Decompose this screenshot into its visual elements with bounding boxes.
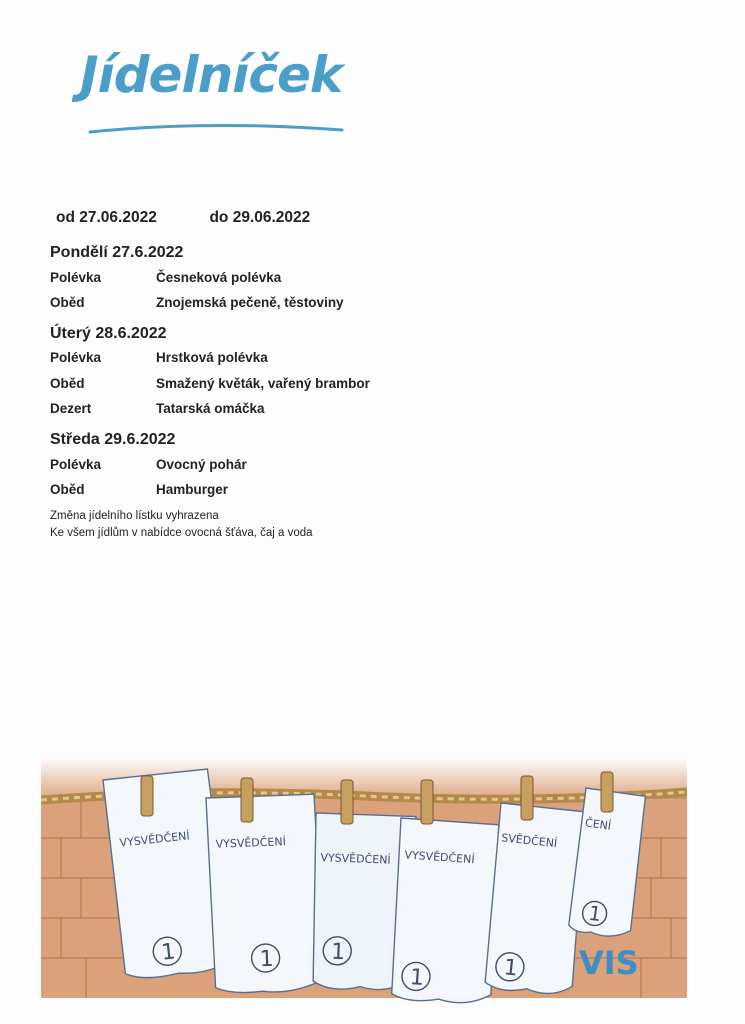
from-prefix: od <box>56 209 75 226</box>
course-label: Polévka <box>50 350 102 365</box>
course-label: Dezert <box>50 401 92 416</box>
to-date: 29.06.2022 <box>232 209 311 226</box>
dish-name: Tatarská omáčka <box>156 401 265 416</box>
menu-row <box>50 270 281 285</box>
course-label: Oběd <box>50 376 85 391</box>
note-drinks: Ke všem jídlům v nabídce ovocná šťáva, čaj a voda <box>50 527 313 539</box>
date-range <box>56 209 310 227</box>
menu-row <box>50 295 344 310</box>
note-menu-change: Změna jídelního lístku vyhrazena <box>50 510 219 522</box>
menu-logo <box>80 46 350 155</box>
day-heading-tuesday: Úterý 28.6.2022 <box>50 325 167 342</box>
menu-row <box>50 401 265 416</box>
dish-name: Ovocný pohár <box>156 457 247 472</box>
sheet-title: VYSVĚDČENÍ <box>215 835 287 851</box>
vis-logo <box>579 944 639 982</box>
menu-row <box>50 457 247 472</box>
report-card-sheet <box>206 794 325 994</box>
sheet-title: VYSVĚDČENÍ <box>403 848 476 867</box>
sheet-title: SVĚDČENÍ <box>500 831 558 851</box>
grade-mark: 1 <box>409 965 425 991</box>
dish-name: Smažený květák, vařený brambor <box>156 376 370 391</box>
course-label: Polévka <box>50 457 102 472</box>
grade-mark: 1 <box>587 900 603 927</box>
course-label: Oběd <box>50 482 85 497</box>
dish-name: Hamburger <box>156 482 229 497</box>
to-prefix: do <box>209 209 229 226</box>
course-label: Polévka <box>50 270 102 285</box>
sheet-title: VYSVĚDČENÍ <box>320 851 391 867</box>
grade-mark: 1 <box>160 939 177 966</box>
from-date: 27.06.2022 <box>79 209 157 226</box>
menu-row <box>50 376 370 391</box>
menu-row <box>50 350 268 365</box>
dish-name: Hrstková polévka <box>156 350 268 365</box>
day-heading-monday: Pondělí 27.6.2022 <box>50 244 184 261</box>
course-label: Oběd <box>50 295 85 310</box>
grade-mark: 1 <box>330 939 346 966</box>
logo-text: Jídelníček <box>80 46 343 104</box>
grade-mark: 1 <box>259 946 275 973</box>
report-cards-illustration <box>41 758 687 1008</box>
dish-name: Znojemská pečeně, těstoviny <box>156 295 344 310</box>
sheet-title: ČENÍ <box>584 816 612 833</box>
svg-text:VIS: VIS <box>579 944 639 982</box>
logo-underline <box>86 118 346 138</box>
grade-mark: 1 <box>502 955 520 982</box>
menu-row <box>50 482 228 497</box>
day-heading-wednesday: Středa 29.6.2022 <box>50 431 176 448</box>
dish-name: Česneková polévka <box>156 270 282 285</box>
sheet-title: VYSVĚDČENÍ <box>119 829 191 850</box>
